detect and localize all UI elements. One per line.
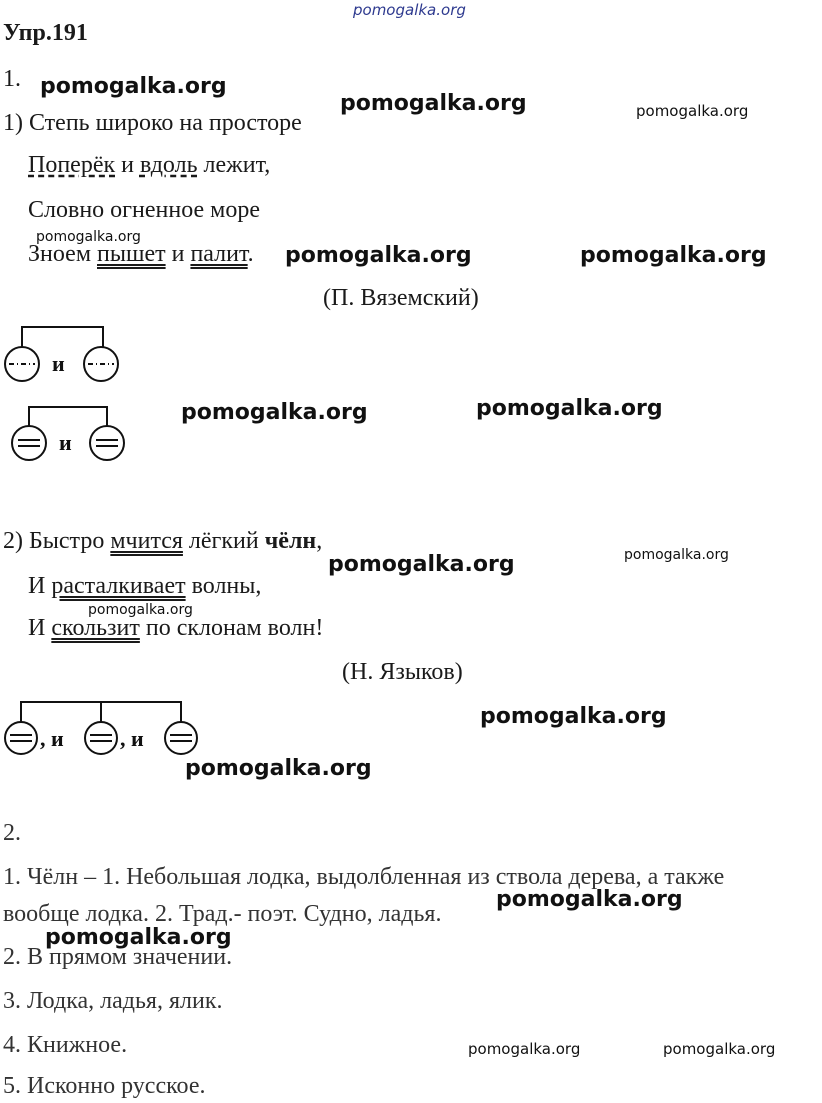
poem1-line2-rest: лежит, — [203, 152, 271, 178]
watermark: pomogalka.org — [480, 704, 667, 729]
poem2-line2-prefix: И — [28, 573, 46, 599]
watermark: pomogalka.org — [624, 547, 729, 563]
part-2-label: 2. — [3, 820, 21, 846]
watermark: pomogalka.org — [340, 91, 527, 116]
poem2-line2-rest: волны, — [191, 573, 262, 599]
part-1-label: 1. — [3, 66, 21, 92]
watermark: pomogalka.org — [88, 602, 193, 618]
watermark: pomogalka.org — [476, 396, 663, 421]
watermark: pomogalka.org — [285, 243, 472, 268]
analysis-item-1-line1: 1. Чёлн – 1. Небольшая лодка, выдолбленная из ствола дерева, а также — [3, 864, 725, 890]
poem2-predicate-3: скользит — [51, 615, 140, 641]
watermark: pomogalka.org — [636, 102, 749, 120]
poem1-adverb-1: Поперёк — [28, 152, 116, 178]
watermark: pomogalka.org — [663, 1040, 776, 1058]
analysis-item-2: 2. В прямом значении. — [3, 944, 233, 970]
poem1-line1-word: широко — [95, 110, 174, 136]
scheme-three-predicates — [0, 692, 220, 762]
poem1-line1-rest: на просторе — [179, 110, 302, 136]
poem2-subject: чёлн — [264, 528, 317, 554]
watermark: pomogalka.org — [580, 243, 767, 268]
poem2-line1-end: , — [316, 528, 323, 554]
watermark: pomogalka.org — [496, 887, 683, 912]
watermark: pomogalka.org — [181, 400, 368, 425]
poem2-line1-prefix: 2) Быстро — [3, 528, 105, 554]
poem2-line3 — [28, 615, 323, 642]
watermark: pomogalka.org — [328, 552, 515, 577]
watermark: pomogalka.org — [36, 229, 141, 245]
poem2-line1 — [3, 528, 322, 555]
watermark: pomogalka.org — [468, 1040, 581, 1058]
scheme-circle-predicate — [165, 722, 197, 754]
poem2-line1-mid: лёгкий — [188, 528, 259, 554]
poem1-line1 — [3, 110, 302, 137]
poem1-line3: Словно огненное море — [28, 197, 260, 223]
watermark: pomogalka.org — [40, 74, 227, 99]
analysis-item-3: 3. Лодка, ладья, ялик. — [3, 988, 223, 1014]
watermark-top: pomogalka.org — [353, 1, 466, 19]
poem2-line3-rest: по склонам волн! — [145, 615, 324, 641]
scheme-comma-conj: , и — [40, 726, 64, 751]
watermark: pomogalka.org — [185, 756, 372, 781]
scheme-circle-predicate — [90, 426, 124, 460]
poem2-line2 — [28, 573, 261, 600]
poem1-predicate-2: палит — [190, 241, 248, 267]
scheme-adverbs — [0, 318, 140, 388]
poem1-adverb-2: вдоль — [139, 152, 198, 178]
poem2-predicate-1: мчится — [110, 528, 183, 554]
scheme-conj: и — [59, 430, 72, 455]
poem1-conj: и — [121, 152, 134, 178]
scheme-circle-predicate — [12, 426, 46, 460]
poem1-line2 — [28, 152, 270, 179]
poem1-line4 — [28, 241, 254, 268]
poem1-line4-prefix: Зноем — [28, 241, 91, 267]
poem1-line4-end: . — [247, 241, 254, 267]
poem2-author: (Н. Языков) — [342, 659, 463, 685]
scheme-circle-predicate — [85, 722, 117, 754]
exercise-title: Упр.191 — [3, 20, 88, 46]
analysis-item-4: 4. Книжное. — [3, 1032, 128, 1058]
poem2-predicate-2: расталкивает — [51, 573, 186, 599]
watermark: pomogalka.org — [45, 925, 232, 950]
scheme-comma-conj: , и — [120, 726, 144, 751]
poem1-conj-2: и — [171, 241, 185, 267]
scheme-predicates — [0, 398, 140, 468]
poem1-author: (П. Вяземский) — [323, 285, 479, 311]
scheme-conj: и — [52, 351, 65, 376]
analysis-item-5: 5. Исконно русское. — [3, 1073, 206, 1099]
poem2-line3-prefix: И — [28, 615, 46, 641]
scheme-circle-predicate — [5, 722, 37, 754]
poem1-line1-prefix: 1) Степь — [3, 110, 90, 136]
analysis-item-1-line2: вообще лодка. 2. Трад.- поэт. Судно, ладья. — [3, 901, 442, 927]
poem1-predicate-1: пышет — [97, 241, 166, 267]
